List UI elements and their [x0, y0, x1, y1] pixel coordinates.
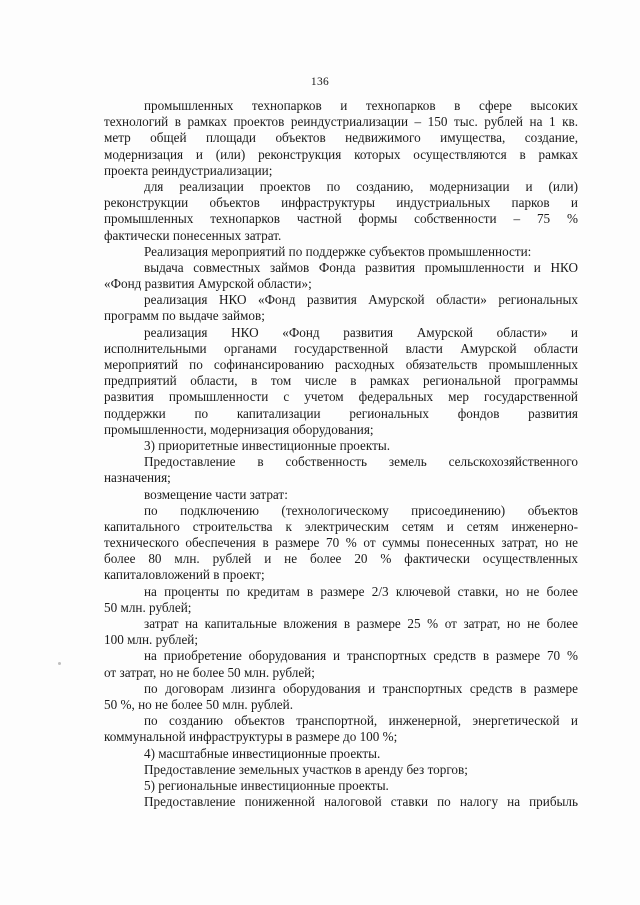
text-line: более 80 млн. рублей и не более 20 % фактически осуществленных	[104, 551, 578, 567]
page-number: 136	[310, 76, 330, 88]
text-line: технологий в рамках проектов реиндустриализации – 150 тыс. рублей на 1 кв.	[104, 114, 578, 130]
text-line: проекта реиндустриализации;	[104, 162, 273, 178]
text-line: Реализация мероприятий по поддержке субъектов промышленности:	[144, 243, 532, 259]
text-line: метр общей площади объектов недвижимого имущества, создание,	[104, 130, 578, 146]
text-line: на проценты по кредитам в размере 2/3 ключевой ставки, но не более	[144, 583, 578, 599]
text-line: промышленных технопарков частной формы собственности – 75 %	[104, 211, 578, 227]
text-line: выдача совместных займов Фонда развития промышленности и НКО	[144, 259, 578, 275]
text-line: исполнительными органами государственной власти Амурской области	[104, 340, 578, 356]
text-line: мероприятий по софинансированию расходных обязательств промышленных	[104, 357, 578, 372]
text-line: фактически понесенных затрат.	[104, 227, 282, 243]
text-line: 3) приоритетные инвестиционные проекты.	[144, 437, 391, 453]
text-line: программ по выдаче займов;	[104, 308, 265, 324]
text-line: 4) масштабные инвестиционные проекты.	[144, 745, 381, 761]
text-line: 5) региональные инвестиционные проекты.	[144, 777, 389, 793]
text-line: предприятий области, в том числе в рамках региональной программы	[104, 373, 578, 389]
text-line: модернизация и (или) реконструкция которых осуществляются в рамках	[104, 146, 578, 162]
text-line: на приобретение оборудования и транспортных средств в размере 70 %	[144, 648, 578, 664]
text-line: по подключению (технологическому присоединению) объектов	[144, 502, 578, 518]
body-text	[104, 98, 578, 810]
text-line: капиталовложений в проект;	[104, 567, 265, 583]
text-line: промышленности, модернизация оборудования;	[104, 421, 374, 437]
text-line: «Фонд развития Амурской области»;	[104, 276, 312, 292]
text-line: Предоставление в собственность земель сельскохозяйственного	[144, 454, 578, 470]
text-line: реализация НКО «Фонд развития Амурской области» региональных	[144, 292, 578, 308]
text-line: Предоставление земельных участков в аренду без торгов;	[144, 761, 468, 777]
text-line: реконструкции объектов инфраструктуры индустриальных парков и	[104, 195, 578, 211]
text-line: Предоставление пониженной налоговой ставки по налогу на прибыль	[144, 794, 578, 810]
text-line: по договорам лизинга оборудования и транспортных средств в размере	[144, 680, 578, 696]
text-line: назначения;	[104, 470, 171, 486]
text-line: развития промышленности с учетом федеральных мер государственной	[104, 389, 578, 405]
text-line: промышленных технопарков и технопарков в сфере высоких	[144, 98, 578, 113]
text-line: поддержки по капитализации региональных фондов развития	[104, 405, 578, 421]
scan-speck	[58, 662, 61, 665]
text-line: для реализации проектов по созданию, модернизации и (или)	[144, 178, 578, 194]
text-line: от затрат, но не более 50 млн. рублей;	[104, 664, 315, 680]
text-line: по созданию объектов транспортной, инженерной, энергетической и	[144, 713, 578, 729]
text-line: коммунальной инфраструктуры в размере до 100 %;	[104, 729, 398, 745]
text-line: технического обеспечения в размере 70 % от суммы понесенных затрат, но не	[104, 535, 578, 551]
text-line: затрат на капитальные вложения в размере 25 % от затрат, но не более	[144, 616, 578, 631]
text-line: возмещение части затрат:	[144, 486, 288, 502]
text-line: 50 млн. рублей;	[104, 599, 192, 615]
text-line: капитального строительства к электрическим сетям и сетям инженерно-	[104, 518, 578, 534]
text-line: 50 %, но не более 50 млн. рублей.	[104, 696, 294, 712]
text-line: 100 млн. рублей;	[104, 632, 199, 648]
text-line: реализация НКО «Фонд развития Амурской области» и	[144, 324, 578, 340]
